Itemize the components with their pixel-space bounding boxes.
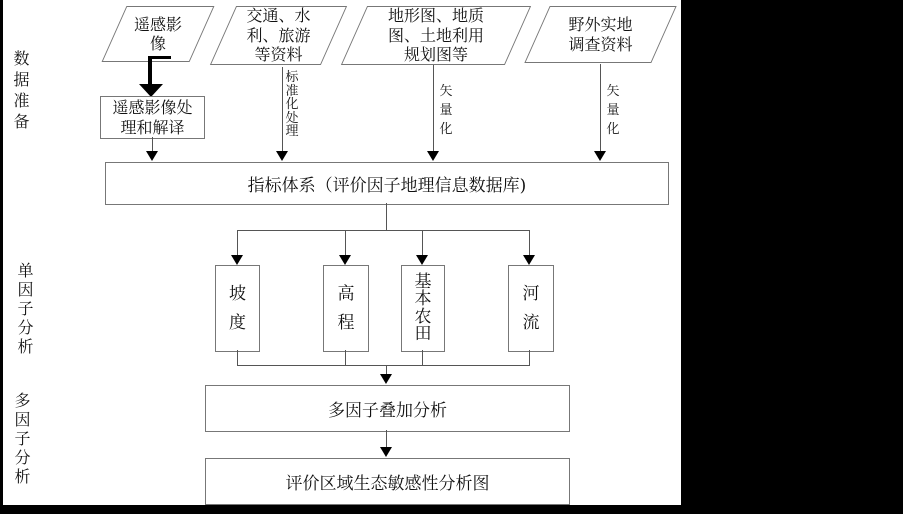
factor-label-elevation: 高程: [337, 283, 355, 333]
label-line: 野外实地: [568, 15, 633, 34]
source-field-survey-label: [537, 6, 664, 63]
collector-line: [237, 365, 530, 366]
factor-box-river: [508, 265, 554, 352]
arrowhead: [380, 447, 392, 457]
source-maps-label: [354, 6, 518, 65]
flow-line-field-to-db: [600, 64, 601, 151]
indicator-database-label: 指标体系（评价因子地理信息数据库): [247, 176, 527, 196]
edge-label-standardization: 标准化处理: [285, 70, 299, 139]
source-traffic-water-tourism: [223, 6, 334, 65]
label-line: 遥感影: [133, 14, 182, 34]
flow-line-traffic-to-db: [282, 67, 283, 151]
label-line: 遥感影像处: [112, 97, 193, 117]
process-rs-interpretation-box: [100, 96, 205, 139]
label-line: 理和解译: [120, 117, 185, 137]
stage-label-multi-factor: 多因子分析: [14, 391, 31, 486]
flow-line-process-to-db: [152, 137, 153, 151]
drop-line-river: [529, 230, 530, 255]
factor-label-slope: 坡度: [229, 283, 246, 333]
edge-label-vectorization-maps: 矢量化: [439, 84, 453, 137]
stage-label-data-preparation: 数据准备: [13, 49, 30, 131]
up-line-river: [529, 350, 530, 365]
arrowhead: [427, 151, 439, 161]
arrowhead: [594, 151, 606, 161]
label-line: 利、旅游: [246, 25, 311, 45]
factor-label-farmland: 基本农田: [414, 271, 432, 344]
label-line: 地形图、地质: [387, 6, 484, 26]
factor-box-elevation: [323, 265, 369, 352]
flow-line-to-result: [386, 430, 387, 447]
overlay-analysis-label: 多因子叠加分析: [328, 401, 447, 421]
source-remote-sensing: [114, 6, 202, 62]
edge-label-vectorization-field: 矢量化: [606, 84, 620, 137]
stage-label-single-factor: 单因子分析: [17, 261, 34, 356]
source-remote-sensing-label: [114, 6, 202, 62]
drop-line-farmland: [422, 230, 423, 255]
drop-line-slope: [237, 230, 238, 255]
label-line: 等资料: [254, 45, 303, 65]
source-field-survey: [537, 6, 664, 63]
source-maps: [354, 6, 518, 65]
indicator-database-box: [105, 162, 669, 205]
flow-line-to-overlay: [386, 365, 387, 374]
flow-line-maps-to-db: [433, 65, 434, 151]
arrowhead: [276, 151, 288, 161]
source-traffic-label: [223, 6, 334, 65]
arrowhead: [380, 374, 392, 384]
arrowhead: [523, 255, 535, 265]
result-map-box: [205, 458, 570, 505]
drop-line-elevation: [345, 230, 346, 255]
up-line-slope: [237, 350, 238, 365]
factor-box-farmland: [401, 265, 445, 352]
label-line: 调查资料: [568, 34, 633, 54]
up-line-elevation: [345, 350, 346, 365]
label-line: 像: [149, 34, 166, 53]
arrowhead: [416, 255, 428, 265]
factor-label-river: 河流: [522, 283, 540, 333]
label-line: 交通、水: [246, 6, 311, 26]
label-line: 图、土地利用: [387, 25, 484, 45]
arrowhead: [339, 255, 351, 265]
label-line: 规划图等: [403, 45, 468, 65]
overlay-analysis-box: [205, 385, 570, 432]
result-map-label: 评价区域生态敏感性分析图: [285, 474, 490, 494]
up-line-farmland: [422, 350, 423, 365]
arrowhead: [231, 255, 243, 265]
flow-line-db-down: [386, 203, 387, 230]
arrowhead: [146, 151, 158, 161]
factor-box-slope: [215, 265, 260, 352]
distributor-line: [237, 230, 530, 231]
